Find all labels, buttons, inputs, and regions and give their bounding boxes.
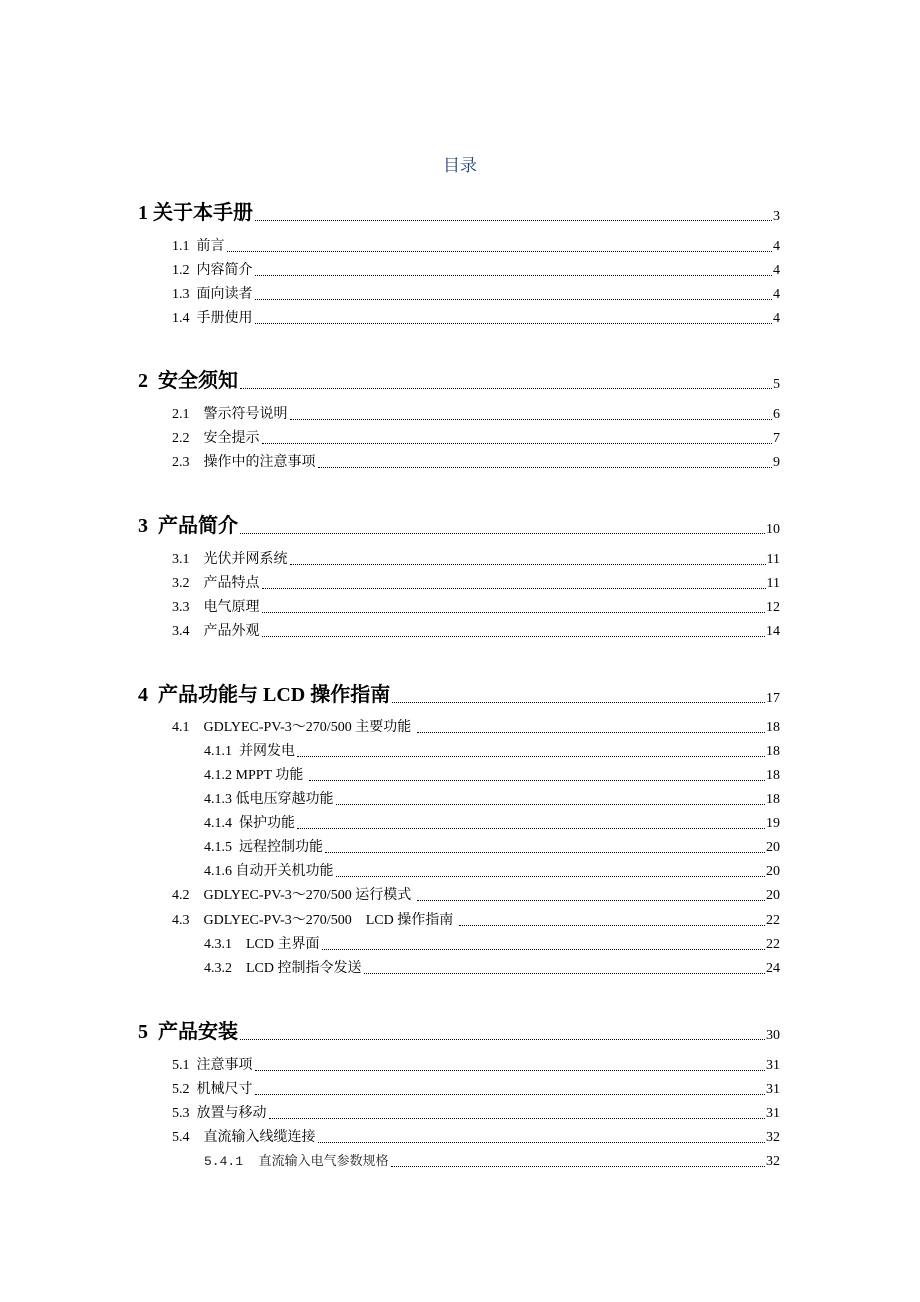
toc-page-number: 4: [773, 263, 780, 278]
toc-entry-3-1[interactable]: [172, 549, 780, 569]
dot-leader: [459, 925, 765, 926]
toc-entry-label: 1 关于本手册: [138, 202, 253, 224]
toc-entry-4-3[interactable]: [172, 910, 780, 930]
toc-entry-1-1[interactable]: [172, 236, 780, 256]
toc-chapter-4[interactable]: [138, 680, 780, 708]
toc-page-number: 7: [773, 431, 780, 446]
toc-entry-label: 5.1 注意事项: [172, 1058, 253, 1073]
toc-page-number: 20: [766, 864, 780, 879]
dot-leader: [417, 900, 765, 901]
toc-entry-5-4-1[interactable]: [204, 1151, 780, 1171]
toc-entry-label: 4.1.4 保护功能: [204, 816, 295, 831]
dot-leader: [255, 299, 773, 300]
toc-page-number: 22: [766, 937, 780, 952]
dot-leader: [227, 251, 773, 252]
toc-page-number: 9: [773, 455, 780, 470]
toc-entry-1-4[interactable]: [172, 308, 780, 328]
toc-page-number: 32: [766, 1130, 780, 1145]
toc-entry-label: 4.1.1 并网发电: [204, 744, 295, 759]
toc-entry-5-3[interactable]: [172, 1103, 780, 1123]
toc-entry-label: 4.1 GDLYEC-PV-3～270/500 主要功能: [172, 720, 415, 735]
toc-entry-label: 1.2 内容简介: [172, 263, 253, 278]
toc-page-number: 4: [773, 311, 780, 326]
toc-entry-label: 5.2 机械尺寸: [172, 1082, 253, 1097]
dot-leader: [309, 780, 765, 781]
dot-leader: [417, 732, 765, 733]
toc-entry-label: 4 产品功能与 LCD 操作指南: [138, 684, 391, 706]
toc-page-number: 11: [766, 552, 780, 567]
dot-leader: [318, 1142, 766, 1143]
toc-entry-label: 5.4 直流输入线缆连接: [172, 1130, 316, 1145]
toc-page-number: 30: [766, 1028, 780, 1043]
dot-leader: [262, 612, 766, 613]
toc-page-number: 4: [773, 287, 780, 302]
toc-entry-4-3-2[interactable]: [204, 958, 780, 978]
toc-entry-1-2[interactable]: [172, 260, 780, 280]
toc-entry-4-1-2[interactable]: [204, 765, 780, 785]
toc-page-number: 31: [766, 1082, 780, 1097]
dot-leader: [255, 323, 773, 324]
toc-chapter-5[interactable]: [138, 1017, 780, 1045]
toc-entry-4-3-1[interactable]: [204, 934, 780, 954]
toc-entry-label: 3.1 光伏并网系统: [172, 552, 288, 567]
toc-entry-label: 5.4.1 直流输入电气参数规格: [204, 1154, 389, 1169]
toc-page-number: 3: [773, 209, 780, 224]
toc-entry-4-2[interactable]: [172, 885, 780, 905]
dot-leader: [240, 533, 765, 534]
toc-entry-5-4[interactable]: [172, 1127, 780, 1147]
toc-entry-label: 4.1.2 MPPT 功能: [204, 768, 307, 783]
toc-entry-label: 2 安全须知: [138, 370, 238, 392]
toc-page-number: 18: [766, 768, 780, 783]
toc-entry-2-1[interactable]: [172, 404, 780, 424]
toc-chapter-3[interactable]: [138, 511, 780, 539]
toc-entry-label: 1.1 前言: [172, 239, 225, 254]
dot-leader: [262, 588, 766, 589]
toc-title: 目录: [443, 156, 477, 175]
toc-entry-label: 5.3 放置与移动: [172, 1106, 267, 1121]
dot-leader: [318, 467, 773, 468]
toc-page-number: 14: [766, 624, 780, 639]
toc-page-number: 20: [766, 888, 780, 903]
toc-entry-label: 2.2 安全提示: [172, 431, 260, 446]
toc-page-number: 31: [766, 1106, 780, 1121]
dot-leader: [391, 1166, 765, 1167]
dot-leader: [255, 1094, 766, 1095]
toc-entry-3-3[interactable]: [172, 597, 780, 617]
toc-chapter-2[interactable]: [138, 366, 780, 394]
toc-page-number: 6: [773, 407, 780, 422]
toc-page-number: 32: [766, 1154, 780, 1169]
dot-leader: [297, 756, 765, 757]
dot-leader: [364, 973, 766, 974]
toc-entry-label: 1.3 面向读者: [172, 287, 253, 302]
toc-entry-3-4[interactable]: [172, 621, 780, 641]
toc-entry-4-1-1[interactable]: [204, 741, 780, 761]
toc-entry-label: 3.4 产品外观: [172, 624, 260, 639]
toc-entry-label: 1.4 手册使用: [172, 311, 253, 326]
dot-leader: [336, 804, 766, 805]
toc-entry-2-3[interactable]: [172, 452, 780, 472]
toc-page-number: 18: [766, 720, 780, 735]
dot-leader: [392, 702, 765, 703]
toc-page-number: 19: [766, 816, 780, 831]
dot-leader: [336, 876, 766, 877]
dot-leader: [262, 636, 766, 637]
toc-entry-5-2[interactable]: [172, 1079, 780, 1099]
toc-entry-4-1-5[interactable]: [204, 837, 780, 857]
toc-entry-label: 3.3 电气原理: [172, 600, 260, 615]
dot-leader: [255, 220, 772, 221]
toc-page-number: 22: [766, 913, 780, 928]
toc-page-number: 4: [773, 239, 780, 254]
toc-page-number: 11: [766, 576, 780, 591]
toc-page-number: 18: [766, 744, 780, 759]
toc-entry-label: 4.1.6 自动开关机功能: [204, 864, 334, 879]
dot-leader: [269, 1118, 766, 1119]
toc-entry-label: 5 产品安装: [138, 1021, 238, 1043]
toc-entry-label: 4.3.1 LCD 主界面: [204, 937, 320, 952]
toc-entry-label: 4.3.2 LCD 控制指令发送: [204, 961, 362, 976]
dot-leader: [297, 828, 765, 829]
dot-leader: [255, 275, 773, 276]
dot-leader: [290, 564, 766, 565]
toc-entry-3-2[interactable]: [172, 573, 780, 593]
toc-entry-4-1[interactable]: [172, 717, 780, 737]
dot-leader: [255, 1070, 766, 1071]
toc-entry-label: 4.1.5 远程控制功能: [204, 840, 323, 855]
toc-entry-1-3[interactable]: [172, 284, 780, 304]
dot-leader: [240, 1039, 765, 1040]
toc-page-number: 24: [766, 961, 780, 976]
toc-entry-2-2[interactable]: [172, 428, 780, 448]
toc-page-number: 17: [766, 691, 780, 706]
toc-page-number: 31: [766, 1058, 780, 1073]
dot-leader: [322, 949, 766, 950]
toc-entry-label: 3.2 产品特点: [172, 576, 260, 591]
toc-entry-4-1-6[interactable]: [204, 861, 780, 881]
toc-page-number: 20: [766, 840, 780, 855]
dot-leader: [262, 443, 773, 444]
toc-page-number: 18: [766, 792, 780, 807]
toc-entry-label: 4.3 GDLYEC-PV-3～270/500 LCD 操作指南: [172, 913, 457, 928]
toc-entry-label: 2.3 操作中的注意事项: [172, 455, 316, 470]
toc-entry-5-1[interactable]: [172, 1055, 780, 1075]
toc-chapter-1[interactable]: [138, 198, 780, 226]
toc-entry-4-1-3[interactable]: [204, 789, 780, 809]
dot-leader: [290, 419, 773, 420]
toc-entry-label: 4.1.3 低电压穿越功能: [204, 792, 334, 807]
toc-page-number: 12: [766, 600, 780, 615]
toc-entry-4-1-4[interactable]: [204, 813, 780, 833]
toc-page-number: 5: [773, 377, 780, 392]
toc-entry-label: 4.2 GDLYEC-PV-3～270/500 运行模式: [172, 888, 415, 903]
toc-entry-label: 2.1 警示符号说明: [172, 407, 288, 422]
toc-entry-label: 3 产品简介: [138, 515, 238, 537]
dot-leader: [240, 388, 772, 389]
dot-leader: [325, 852, 765, 853]
toc-page-number: 10: [766, 522, 780, 537]
